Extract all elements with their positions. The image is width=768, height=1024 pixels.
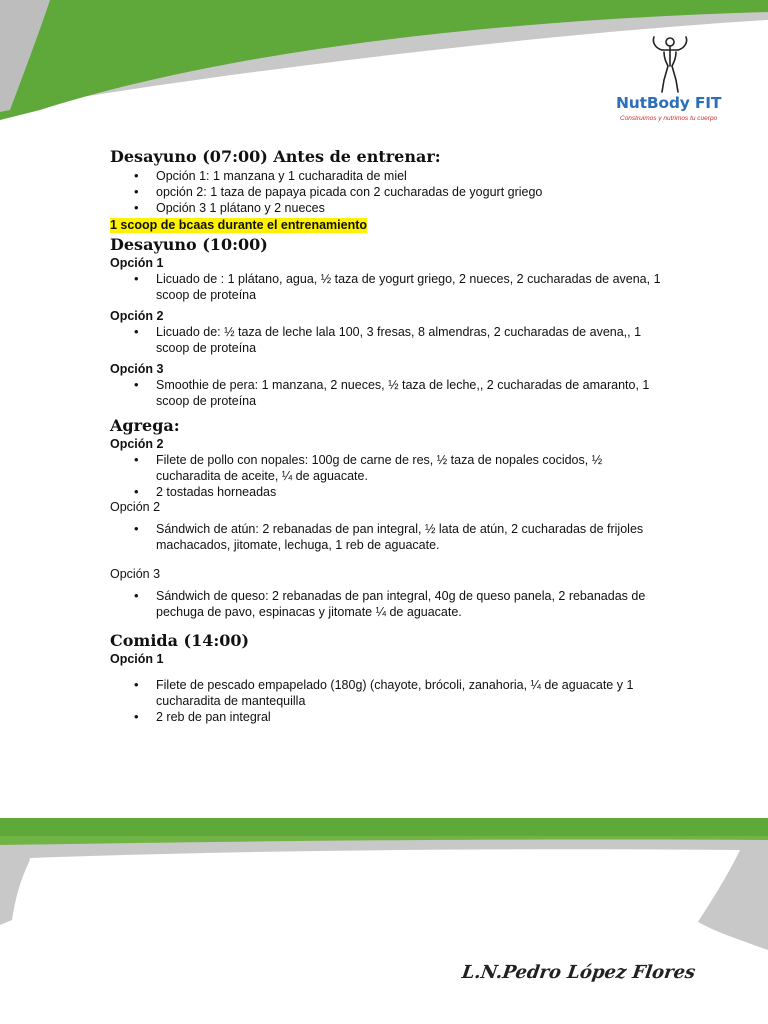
- bottom-white-panel: [20, 849, 740, 935]
- list-item: • 2 reb de pan integral: [110, 709, 670, 725]
- list-item: • Filete de pescado empapelado (180g) (chayote, brócoli, zanahoria, ¼ de aguacate y 1 cucharadita de mantequilla: [110, 677, 670, 709]
- option-label: Opción 3: [110, 567, 161, 581]
- desayuno-0700-list: [110, 168, 670, 216]
- option-label: Opción 1: [110, 652, 164, 666]
- option-label: Opción 3: [110, 362, 164, 376]
- list-item: • Smoothie de pera: 1 manzana, 2 nueces, ½ taza de leche,, 2 cucharadas de amaranto, 1 scoop de proteína: [110, 377, 670, 409]
- list-item: • Opción 1: 1 manzana y 1 cucharadita de miel: [110, 168, 670, 184]
- list-item: • opción 2: 1 taza de papaya picada con 2 cucharadas de yogurt griego: [110, 184, 670, 200]
- highlighted-note: 1 scoop de bcaas durante el entrenamiento: [110, 218, 368, 232]
- brand-tagline: Construimos y nutrimos tu cuerpo: [620, 115, 718, 122]
- brand-logo: [612, 30, 734, 126]
- option-label: Opción 2: [110, 309, 164, 323]
- list-item: • Licuado de: ½ taza de leche lala 100, 3 fresas, 8 almendras, 2 cucharadas de avena,, 1 scoop de proteína: [110, 324, 670, 356]
- list-item: • Filete de pollo con nopales: 100g de carne de res, ½ taza de nopales cocidos, ½ cucharadita de aceite, ¼ de aguacate.: [110, 452, 670, 484]
- meal-plan: [110, 146, 670, 725]
- list-item: • Licuado de : 1 plátano, agua, ½ taza de yogurt griego, 2 nueces, 2 cucharadas de avena, 1 scoop de proteína: [110, 271, 670, 303]
- bodybuilder-icon: [640, 34, 700, 96]
- list-item: • Sándwich de atún: 2 rebanadas de pan integral, ½ lata de atún, 2 cucharadas de frijoles machacados, jitomate, lechuga, 1 reb de aguacate.: [110, 521, 670, 553]
- list-item: • Opción 3 1 plátano y 2 nueces: [110, 200, 670, 216]
- section-title-desayuno-1000: Desayuno (10:00): [110, 235, 268, 254]
- option-label: Opción 2: [110, 500, 161, 514]
- list-item: • Sándwich de queso: 2 rebanadas de pan integral, 40g de queso panela, 2 rebanadas de pechuga de pavo, espinacas y jitomate ¼ de aguacate.: [110, 588, 670, 620]
- list-item: • 2 tostadas horneadas: [110, 484, 670, 500]
- section-title-agrega: Agrega:: [110, 416, 180, 435]
- section-title-desayuno-0700: Desayuno (07:00) Antes de entrenar:: [110, 147, 441, 166]
- option-label: Opción 1: [110, 256, 164, 270]
- signature: L.N.Pedro López Flores: [460, 962, 697, 983]
- option-label: Opción 2: [110, 437, 164, 451]
- brand-name: NutBody FIT: [616, 94, 722, 112]
- section-title-comida: Comida (14:00): [110, 631, 250, 650]
